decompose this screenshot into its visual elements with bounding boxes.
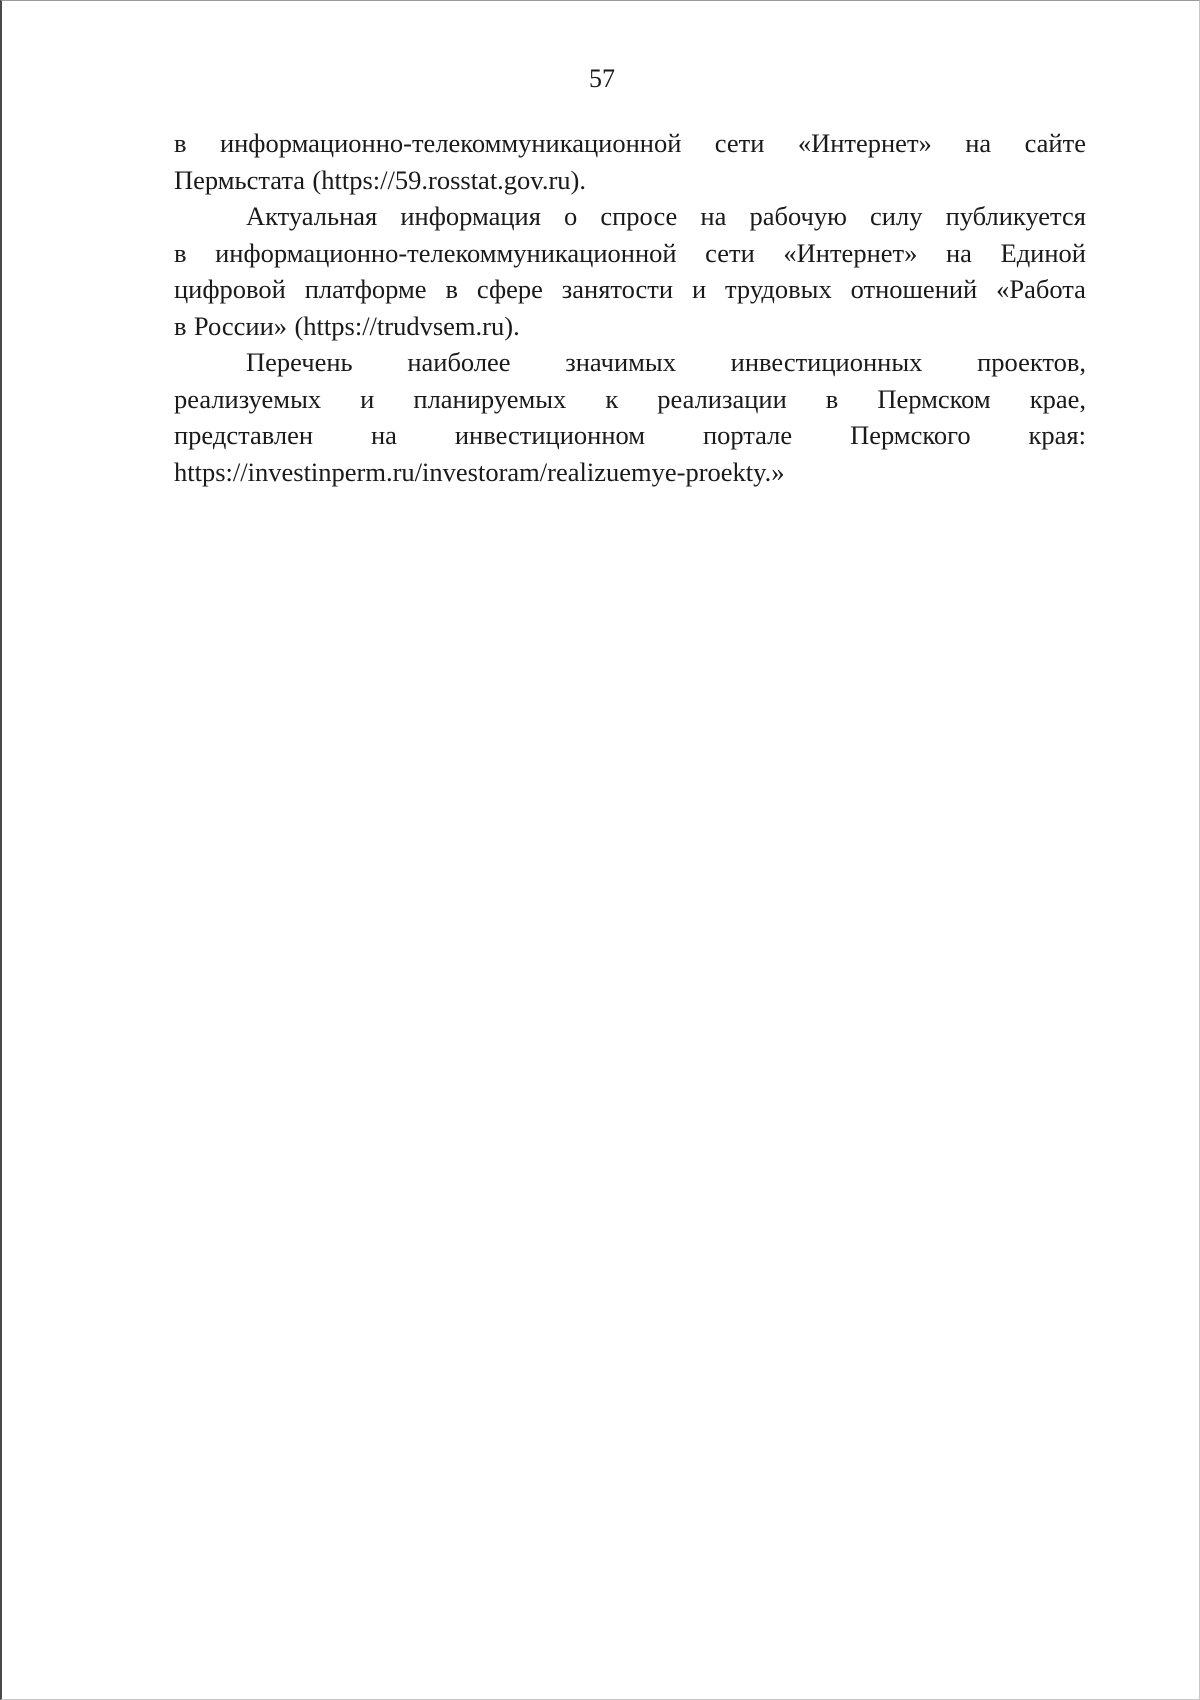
word: цифровой [174, 274, 286, 304]
paragraph-line [174, 125, 1086, 162]
word: сайте [1024, 128, 1086, 158]
word: в [445, 274, 458, 304]
word: «Интернет» [783, 237, 918, 268]
word: силу [870, 201, 923, 231]
word: в [174, 237, 187, 268]
word: сети [705, 237, 755, 268]
word: в [174, 310, 187, 341]
word: края: [1028, 420, 1086, 450]
word: на [965, 128, 992, 158]
word: отношений [850, 274, 978, 304]
word: и [360, 383, 375, 414]
word: Единой [1000, 237, 1086, 268]
word: сфере [476, 274, 543, 304]
paragraph-line [174, 454, 1086, 491]
word: Пермьстата [174, 164, 306, 195]
word: России» [193, 310, 288, 341]
word: портале [702, 420, 793, 450]
word: Перечень [246, 347, 353, 377]
word: информационно-телекоммуникационной [215, 237, 677, 268]
paragraph-line [174, 417, 1086, 454]
word: наиболее [407, 347, 511, 377]
word: на [371, 420, 397, 450]
word: и [691, 274, 707, 304]
paragraph-line [174, 162, 1086, 199]
paragraph-line [174, 344, 1086, 381]
word: Пермского [850, 420, 971, 450]
word: платформе [304, 274, 427, 304]
paragraph-line [174, 235, 1086, 272]
page-number: 57 [589, 64, 615, 93]
word: реализации [657, 383, 787, 414]
word: в [825, 383, 839, 414]
word: (https://59.rosstat.gov.ru). [312, 164, 586, 195]
word: крае, [1029, 383, 1086, 414]
paragraph-1 [174, 125, 1086, 198]
word: информационно-телекоммуникационной [219, 128, 682, 158]
paragraph-line [174, 381, 1086, 418]
word: рабочую [749, 201, 847, 231]
word: трудовых [725, 274, 832, 304]
word: планируемых [413, 383, 567, 414]
document-body [174, 125, 1086, 490]
word: на [700, 201, 727, 231]
paragraph-2 [174, 198, 1086, 344]
paragraph-3 [174, 344, 1086, 490]
paragraph-line [174, 271, 1086, 308]
word: реализуемых [174, 383, 322, 414]
word: в [174, 128, 187, 158]
word: на [945, 237, 972, 268]
word: информация [400, 201, 541, 231]
word: спросе [600, 201, 678, 231]
word: https://investinperm.ru/investoram/realizuemye-proekty.» [174, 456, 785, 487]
word: инвестиционном [454, 420, 646, 450]
paragraph-line [174, 308, 1086, 345]
word: о [564, 201, 578, 231]
word: к [605, 383, 619, 414]
word: публикуется [945, 201, 1086, 231]
word: Пермском [877, 383, 991, 414]
word: инвестиционных [730, 347, 923, 377]
word: «Работа [996, 274, 1086, 304]
word: сети [714, 128, 765, 158]
word: (https://trudvsem.ru). [294, 310, 520, 341]
word: занятости [561, 274, 674, 304]
paragraph-line [174, 198, 1086, 235]
word: «Интернет» [797, 128, 932, 158]
word: значимых [565, 347, 676, 377]
word: Актуальная [246, 201, 378, 231]
word: представлен [174, 420, 314, 450]
word: проектов, [977, 347, 1086, 377]
